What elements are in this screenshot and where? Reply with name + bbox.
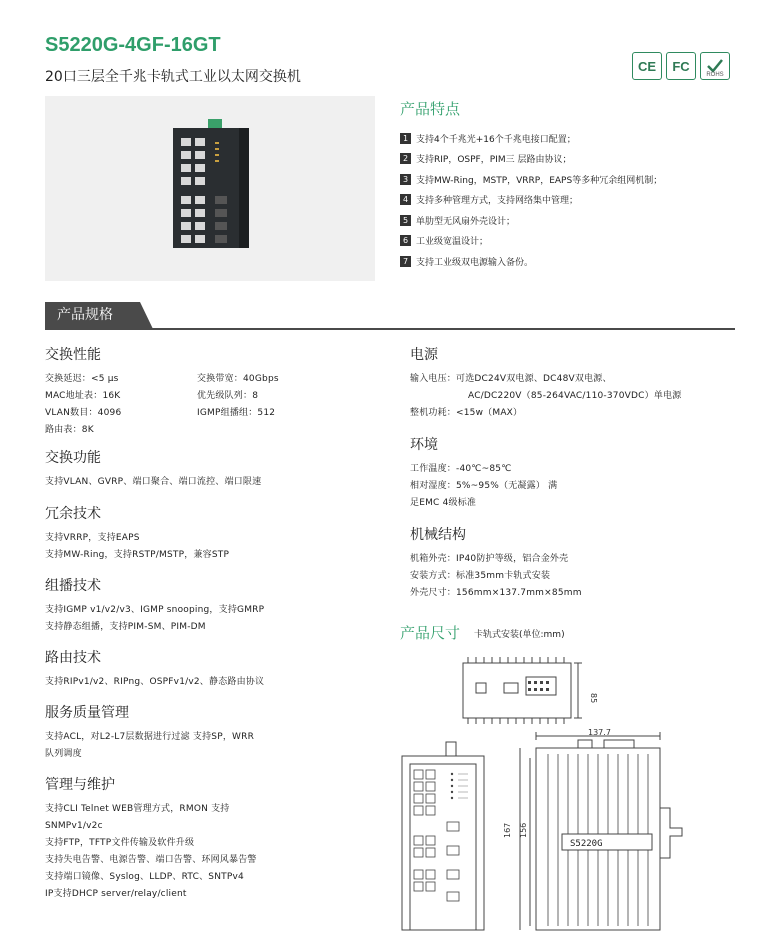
features-list (400, 128, 662, 272)
spec-line: 支持CLI Telnet WEB管理方式，RMON 支持 (45, 804, 230, 814)
spec-line: 队列调度 (45, 749, 82, 759)
feature-text: 单肋型无风扇外壳设计； (416, 216, 516, 227)
spec-line: 支持失电告警、电源告警、端口告警、环网风暴告警 (45, 855, 257, 865)
feature-item (400, 251, 662, 272)
spec-line: AC/DC220V（85-264VAC/110-370VDC）单电源 (468, 391, 682, 401)
feature-text: 支持MW-Ring，MSTP，VRRP，EAPS等多种冗余组网机制； (416, 175, 663, 186)
depth-dimension: 85 (589, 693, 598, 704)
feature-item (400, 149, 662, 170)
section-title: 交换性能 (45, 347, 101, 363)
product-subtitle: 20口三层全千兆卡轨式工业以太网交换机 (45, 69, 301, 85)
feature-item (400, 169, 662, 190)
feature-item (400, 210, 662, 231)
spec-line: 支持端口镜像、Syslog、LLDP、RTC、SNTPv4 (45, 872, 244, 882)
spec-line: 支持RIPv1/v2、RIPng、OSPFv1/v2、静态路由协议 (45, 677, 265, 687)
device-label: S5220G (570, 839, 603, 849)
certifications (632, 52, 730, 80)
spec-line: 外壳尺寸：156mm×137.7mm×85mm (410, 588, 582, 598)
spec-line: 路由表：8K (45, 425, 94, 435)
feature-number: 4 (400, 194, 411, 205)
specs-right-column (410, 344, 750, 602)
spec-line: 交换带宽：40Gbps (197, 374, 279, 384)
feature-text: 支持4个千兆光+16个千兆电接口配置； (416, 134, 576, 145)
spec-line: VLAN数目：4096 (45, 408, 122, 418)
feature-number: 1 (400, 133, 411, 144)
section-title: 交换功能 (45, 450, 101, 466)
ce-mark-text: CE (637, 58, 657, 74)
ce-mark-icon (632, 52, 662, 80)
spec-line: 支持ACL，对L2-L7层数据进行过滤 支持SP，WRR (45, 732, 255, 742)
feature-number: 2 (400, 153, 411, 164)
feature-item (400, 128, 662, 149)
section-title: 组播技术 (45, 578, 101, 594)
feature-text: 工业级宽温设计； (416, 237, 489, 248)
feature-number: 7 (400, 256, 411, 267)
width-dimension: 137.7 (588, 728, 611, 737)
feature-number: 5 (400, 215, 411, 226)
spec-line: 优先级队列：8 (197, 391, 259, 401)
spec-line: 支持MW-Ring，支持RSTP/MSTP，兼容STP (45, 550, 230, 560)
feature-text: 支持工业级双电源输入备份。 (416, 257, 534, 268)
section-title: 管理与维护 (45, 777, 115, 793)
feature-number: 3 (400, 174, 411, 185)
specs-banner-title: 产品规格 (57, 307, 113, 323)
spec-line: 相对湿度：5%~95%（无凝露） 满 (410, 481, 558, 491)
feature-item (400, 231, 662, 252)
spec-line: 机箱外壳：IP40防护等级，铝合金外壳 (410, 554, 569, 564)
spec-line: 支持VRRP，支持EAPS (45, 533, 140, 543)
rohs-text: ROHS (706, 72, 724, 78)
banner-divider (45, 328, 735, 330)
spec-line: 整机功耗：<15w（MAX） (410, 408, 523, 418)
spec-line: 支持FTP，TFTP文件传输及软件升级 (45, 838, 195, 848)
switch-device-image (45, 96, 375, 281)
inner-height-dimension: 156 (519, 822, 528, 838)
dimensions-subtitle: 卡轨式安装(单位:mm) (474, 630, 565, 640)
feature-item (400, 190, 662, 211)
spec-line: 足EMC 4级标准 (410, 498, 477, 508)
switching-perf-grid (45, 371, 385, 439)
spec-line: 安装方式：标准35mm卡轨式安装 (410, 571, 551, 581)
feature-text: 支持RIP，OSPF，PIM三 层路由协议； (416, 155, 572, 166)
spec-line: IGMP组播组：512 (197, 408, 276, 418)
side-view-drawing (500, 728, 690, 932)
product-photo (45, 96, 375, 281)
dimensions-title: 产品尺寸 (400, 624, 461, 642)
spec-line: 支持静态组播，支持PIM-SM、PIM-DM (45, 622, 206, 632)
spec-line: MAC地址表：16K (45, 391, 121, 401)
top-view-drawing (458, 655, 608, 725)
section-title: 电源 (410, 347, 438, 363)
section-title: 服务质量管理 (45, 705, 129, 721)
section-title: 路由技术 (45, 650, 101, 666)
spec-line: IP支持DHCP server/relay/client (45, 889, 187, 899)
feature-number: 6 (400, 235, 411, 246)
section-title: 冗余技术 (45, 506, 101, 522)
specs-left-column (45, 344, 385, 903)
specs-banner (45, 302, 735, 330)
section-title: 环境 (410, 437, 438, 453)
section-title: 机械结构 (410, 527, 466, 543)
front-view-drawing (400, 740, 490, 932)
spec-line: 支持IGMP v1/v2/v3、IGMP snooping，支持GMRP (45, 605, 265, 615)
fcc-mark-text: FC (672, 58, 690, 74)
spec-line: 输入电压：可选DC24V双电源、DC48V双电源、 (410, 374, 612, 384)
spec-line: SNMPv1/v2c (45, 821, 103, 831)
spec-line: 支持VLAN、GVRP、端口聚合、端口流控、端口限速 (45, 477, 262, 487)
outer-height-dimension: 167 (503, 822, 512, 838)
spec-line: 工作温度：-40℃~85℃ (410, 464, 512, 474)
product-model: S5220G-4GF-16GT (45, 34, 221, 56)
fcc-mark-icon (666, 52, 696, 80)
rohs-mark-icon (700, 52, 730, 80)
feature-text: 支持多种管理方式，支持网络集中管理； (416, 196, 579, 207)
spec-line: 交换延迟：<5 μs (45, 374, 119, 384)
features-title: 产品特点 (400, 100, 461, 118)
